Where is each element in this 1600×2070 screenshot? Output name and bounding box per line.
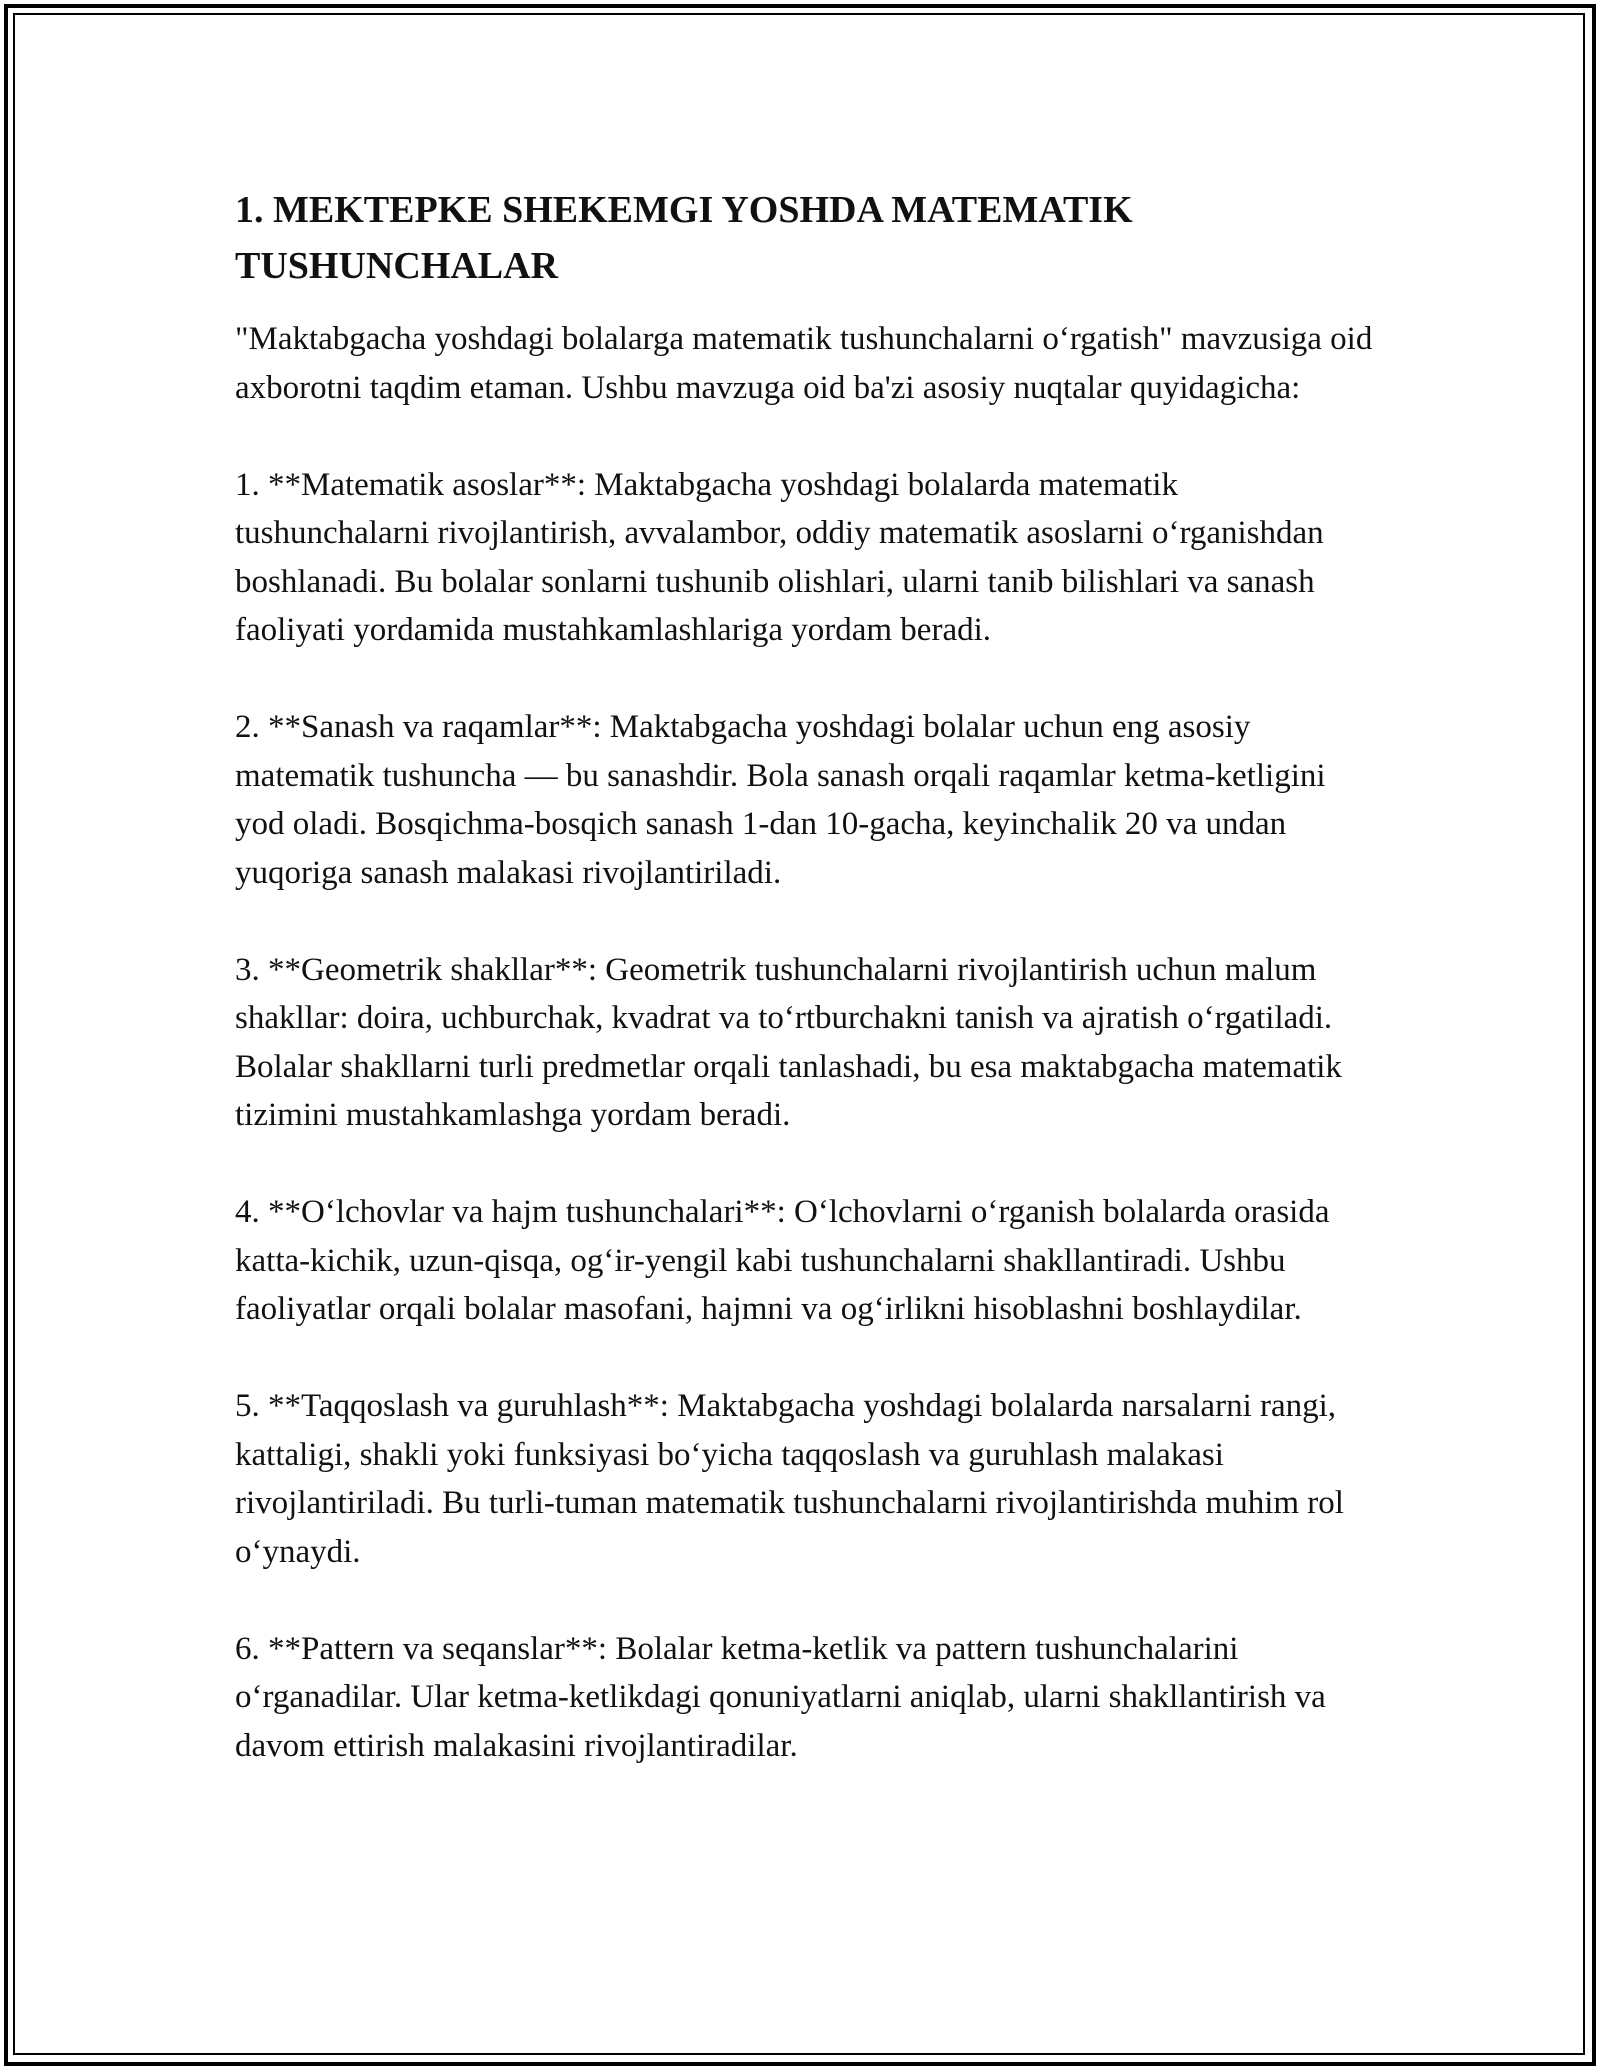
intro-paragraph: "Maktabgacha yoshdagi bolalarga matematik tushunchalarni o‘rgatish" mavzusiga oid axborotni taqdim etaman. Ushbu mavzuga oid ba'zi asosiy nuqtalar quyidagicha: — [235, 321, 1373, 406]
heading-line-1: 1. MEKTEPKE SHEKEMGI YOSHDA MATEMATIK — [235, 189, 1133, 231]
heading-line-2: TUSHUNCHALAR — [235, 245, 559, 287]
list-item-sanash-va-raqamlar: 2. **Sanash va raqamlar**: Maktabgacha yoshdagi bolalar uchun eng asosiy matematik tushuncha — bu sanashdir. Bola sanash orqali raqamlar ketma-ketligini yod oladi. Bosqichma-bosqich sanash 1-dan 10-gacha, keyinchalik 20 va undan yuqoriga sanash malakasi rivojlantiriladi. — [235, 709, 1326, 891]
document-body — [235, 182, 1375, 1770]
document-heading — [235, 182, 1375, 294]
list-item-matematik-asoslar: 1. **Matematik asoslar**: Maktabgacha yoshdagi bolalarda matematik tushunchalarni rivojlantirish, avvalambor, oddiy matematik asoslarni o‘rganishdan boshlanadi. Bu bolalar sonlarni tushunib olishlari, ularni tanib bilishlari va sanash faoliyati yordamida mustahkamlashlariga yordam beradi. — [235, 466, 1324, 648]
list-item-olchovlar-va-hajm: 4. **O‘lchovlar va hajm tushunchalari**: O‘lchovlarni o‘rganish bolalarda orasida katta-kichik, uzun-qisqa, og‘ir-yengil kabi tushunchalarni shakllantiradi. Ushbu faoliyatlar orqali bolalar masofani, hajmni va og‘irlikni hisoblashni boshlaydilar. — [235, 1194, 1330, 1327]
list-item-pattern-va-seqanslar: 6. **Pattern va seqanslar**: Bolalar ketma-ketlik va pattern tushunchalarini o‘rganadilar. Ular ketma-ketlikdagi qonuniyatlarni aniqlab, ularni shakllantirish va davom ettirish malakasini rivojlantiradilar. — [235, 1630, 1326, 1764]
list-item-geometrik-shakllar: 3. **Geometrik shakllar**: Geometrik tushunchalarni rivojlantirish uchun malum shakllar: doira, uchburchak, kvadrat va to‘rtburchakni tanish va ajratish o‘rgatiladi. Bolalar shakllarni turli predmetlar orqali tanlashadi, bu esa maktabgacha matematik tizimini mustahkamlashga yordam beradi. — [235, 951, 1342, 1133]
list-item-taqqoslash-va-guruhlash: 5. **Taqqoslash va guruhlash**: Maktabgacha yoshdagi bolalarda narsalarni rangi, kattaligi, shakli yoki funksiyasi bo‘yicha taqqoslash va guruhlash malakasi rivojlantiriladi. Bu turli-tuman matematik tushunchalarni rivojlantirishda muhim rol o‘ynaydi. — [235, 1388, 1344, 1570]
